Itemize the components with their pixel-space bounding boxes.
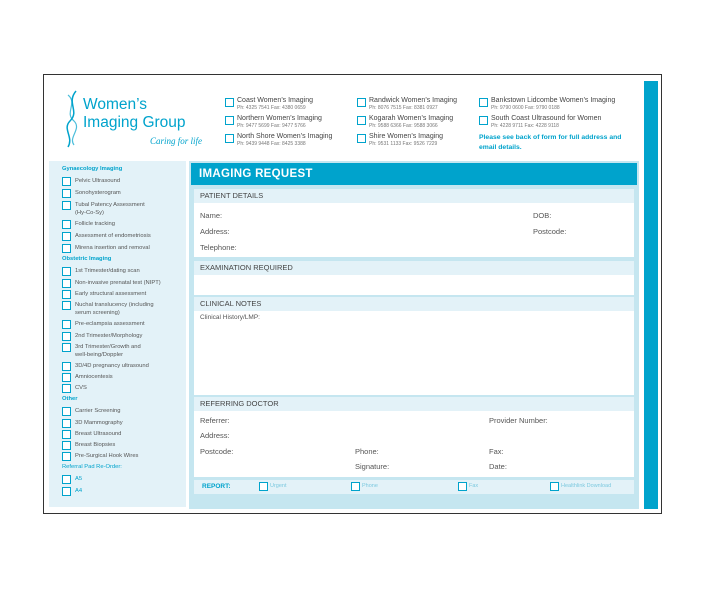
checklist-label: CVS — [75, 385, 87, 391]
checkbox[interactable] — [62, 419, 71, 428]
clinic-checkbox[interactable] — [225, 98, 234, 107]
checkbox[interactable] — [62, 267, 71, 276]
checklist-label: Amniocentesis — [75, 374, 113, 380]
clinic-checkbox[interactable] — [225, 116, 234, 125]
side-accent-bar — [644, 81, 658, 509]
doctor-address-field[interactable]: Address: — [200, 431, 230, 440]
examination-heading: EXAMINATION REQUIRED — [194, 261, 634, 275]
clinic-contact: Ph: 4325 7541 Fax: 4380 0659 — [237, 105, 306, 111]
brand-tagline: Caring for life — [150, 136, 203, 146]
checklist-label: 3D/4D pregnancy ultrasound — [75, 363, 149, 369]
patient-address-field[interactable]: Address: — [200, 227, 230, 236]
clinic-name: Northern Women’s Imaging — [237, 115, 322, 122]
clinical-notes-section[interactable] — [194, 311, 634, 395]
checkbox[interactable] — [62, 373, 71, 382]
brand-logo — [58, 89, 208, 159]
referring-doctor-section — [194, 411, 634, 477]
checklist-label: Breast Biopsies — [75, 442, 116, 448]
clinic-checkbox[interactable] — [479, 98, 488, 107]
report-option-label: Healthlink Download — [561, 483, 612, 489]
checklist-label: Breast Ultrasound — [75, 431, 122, 437]
signature-field[interactable]: Signature: — [355, 462, 390, 471]
checkbox[interactable] — [62, 487, 71, 496]
clinic-name: Kogarah Women’s Imaging — [369, 115, 454, 122]
checkbox[interactable] — [62, 201, 71, 210]
patient-dob-field[interactable]: DOB: — [533, 211, 552, 220]
patient-postcode-field[interactable]: Postcode: — [533, 227, 567, 236]
report-option-label: Fax — [469, 483, 479, 489]
checklist-label: Pre-Surgical Hook Wires — [75, 453, 139, 459]
checklist-label: A5 — [75, 476, 83, 482]
brand-name-line1: Women’s — [83, 96, 148, 113]
checkbox[interactable] — [62, 220, 71, 229]
checkbox[interactable] — [351, 482, 360, 491]
section-heading-other: Other — [62, 396, 78, 402]
clinical-notes-heading: CLINICAL NOTES — [194, 297, 634, 311]
checklist-label: Assessment of endometriosis — [75, 233, 151, 239]
form-title: IMAGING REQUEST — [191, 163, 637, 185]
checkbox[interactable] — [62, 430, 71, 439]
checkbox[interactable] — [62, 301, 71, 310]
clinic-name: Coast Women’s Imaging — [237, 97, 313, 104]
clinic-name: Shire Women’s Imaging — [369, 133, 444, 140]
checkbox[interactable] — [62, 177, 71, 186]
provider-number-field[interactable]: Provider Number: — [489, 416, 548, 425]
checkbox[interactable] — [62, 407, 71, 416]
clinic-checkbox[interactable] — [357, 134, 366, 143]
clinic-name: Randwick Women’s Imaging — [369, 97, 458, 104]
checklist-label: A4 — [75, 488, 83, 494]
checklist-label: Sonohysterogram — [75, 190, 121, 196]
report-option-label: Phone — [362, 483, 378, 489]
checklist-label: Carrier Screening — [75, 408, 121, 414]
referral-form-page — [43, 74, 662, 514]
checklist-label: serum screening) — [75, 310, 120, 316]
checkbox[interactable] — [62, 452, 71, 461]
doctor-phone-field[interactable]: Phone: — [355, 447, 379, 456]
section-heading-reorder: Referral Pad Re-Order: — [62, 464, 122, 470]
clinic-contact: Ph: 9790 0600 Fax: 9790 0188 — [491, 105, 560, 111]
date-field[interactable]: Date: — [489, 462, 507, 471]
referring-doctor-heading: REFERRING DOCTOR — [194, 397, 634, 411]
checkbox[interactable] — [62, 244, 71, 253]
clinic-name: North Shore Women’s Imaging — [237, 133, 333, 140]
patient-details-section — [194, 203, 634, 257]
clinic-contact: Ph: 9588 6366 Fax: 9588 3066 — [369, 123, 438, 129]
checkbox[interactable] — [458, 482, 467, 491]
checkbox[interactable] — [62, 332, 71, 341]
clinic-checkbox[interactable] — [479, 116, 488, 125]
checkbox[interactable] — [62, 441, 71, 450]
referrer-field[interactable]: Referrer: — [200, 416, 230, 425]
clinic-contact: Ph: 9477 5699 Fax: 9477 5766 — [237, 123, 306, 129]
examination-field[interactable] — [194, 275, 634, 295]
checklist-label: 3rd Trimester/Growth and — [75, 344, 141, 350]
doctor-postcode-field[interactable]: Postcode: — [200, 447, 234, 456]
checkbox[interactable] — [62, 320, 71, 329]
helix-logo-icon — [62, 89, 84, 149]
checkbox[interactable] — [62, 232, 71, 241]
clinic-contact: Ph: 4228 9711 Fax: 4228 9118 — [491, 123, 559, 129]
checklist-label: Non-invasive prenatal test (NIPT) — [75, 280, 161, 286]
clinic-name: South Coast Ultrasound for Women — [491, 115, 602, 122]
clinic-contact: Ph: 8076 7515 Fax: 8381 0927 — [369, 105, 438, 111]
checklist-label: 2nd Trimester/Morphology — [75, 333, 143, 339]
checklist-label: Pre-eclampsia assessment — [75, 321, 145, 327]
checklist-label: Early structural assessment — [75, 291, 147, 297]
checklist-label: well-being/Doppler — [75, 352, 124, 358]
checkbox[interactable] — [62, 290, 71, 299]
doctor-fax-field[interactable]: Fax: — [489, 447, 504, 456]
checklist-label: Nuchal translucency (including — [75, 302, 154, 308]
checkbox[interactable] — [62, 475, 71, 484]
clinic-checkbox[interactable] — [225, 134, 234, 143]
checkbox[interactable] — [259, 482, 268, 491]
checkbox[interactable] — [62, 343, 71, 352]
patient-name-field[interactable]: Name: — [200, 211, 223, 220]
report-label: REPORT: — [202, 483, 231, 490]
checkbox[interactable] — [62, 189, 71, 198]
checkbox[interactable] — [62, 362, 71, 371]
checklist-label: Tubal Patency Assessment — [75, 202, 145, 208]
checklist-label: 3D Mammography — [75, 420, 123, 426]
report-option-label: Urgent — [270, 483, 287, 489]
clinic-checkbox[interactable] — [357, 116, 366, 125]
clinic-contact: Ph: 9439 9448 Fax: 8425 3388 — [237, 141, 306, 147]
section-heading-obstetric: Obstetric Imaging — [62, 256, 112, 262]
clinic-checkbox[interactable] — [357, 98, 366, 107]
checklist-label: Mirena insertion and removal — [75, 245, 150, 251]
checklist-label: Follicle tracking — [75, 221, 115, 227]
clinical-history-field[interactable]: Clinical History/LMP: — [200, 314, 260, 321]
back-of-form-note: Please see back of form for full address and email details. — [479, 134, 622, 151]
patient-telephone-field[interactable]: Telephone: — [200, 243, 237, 252]
clinic-name: Bankstown Lidcombe Women’s Imaging — [491, 97, 616, 104]
checklist-label: (Hy-Co-Sy) — [75, 210, 104, 216]
exam-checklist-sidebar — [49, 161, 186, 507]
report-options-row — [194, 480, 634, 494]
checklist-label: 1st Trimester/dating scan — [75, 268, 140, 274]
brand-name-line2: Imaging Group — [83, 114, 186, 131]
checkbox[interactable] — [550, 482, 559, 491]
checkbox[interactable] — [62, 279, 71, 288]
patient-details-heading: PATIENT DETAILS — [194, 189, 634, 203]
checkbox[interactable] — [62, 384, 71, 393]
section-heading-gynaecology: Gynaecology Imaging — [62, 166, 123, 172]
imaging-request-form — [189, 161, 639, 509]
clinic-contact: Ph: 9531 1133 Fax: 9526 7229 — [369, 141, 438, 147]
checklist-label: Pelvic Ultrasound — [75, 178, 121, 184]
